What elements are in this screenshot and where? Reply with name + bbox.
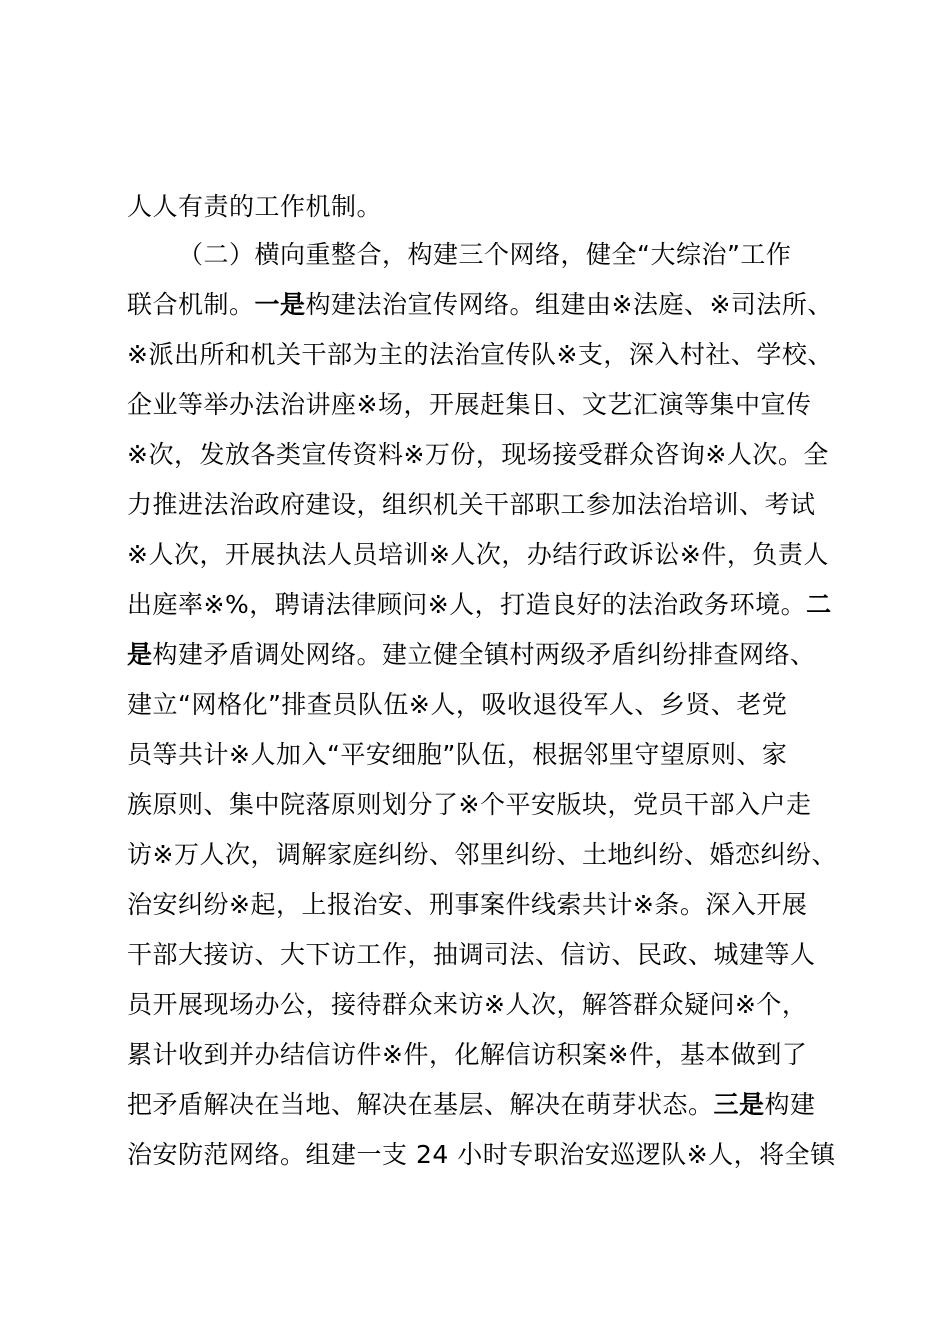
text-segment: 族原则、集中院落原则划分了※个平安版块，党员干部入户走 (127, 790, 812, 819)
text-segment: 治安防范网络。组建一支 24 小时专职治安巡逻队※人，将全镇 (127, 1140, 836, 1169)
text-segment: 出庭率※%，聘请法律顾问※人，打造良好的法治政务环境。 (127, 590, 807, 619)
paragraph-line (127, 1130, 836, 1180)
text-segment: 访※万人次，调解家庭纠纷、邻里纠纷、土地纠纷、婚恋纠纷、 (127, 840, 837, 869)
text-segment: 构建法治宣传网络。组建由※法庭、※司法所、 (305, 290, 833, 319)
text-segment: 员开展现场办公，接待群众来访※人次，解答群众疑问※个， (127, 990, 808, 1019)
text-segment: ※派出所和机关干部为主的法治宣传队※支，深入村社、学校、 (127, 340, 833, 369)
text-segment: 构建矛盾调处网络。建立健全镇村两级矛盾纠纷排查网络、 (152, 640, 816, 669)
paragraph-line (127, 930, 816, 980)
bold-text-segment: 三是 (713, 1090, 765, 1119)
paragraph-line (127, 530, 829, 580)
text-segment: 员等共计※人加入“平安细胞”队伍，根据邻里守望原则、家 (127, 740, 788, 769)
bold-text-segment: 是 (127, 640, 153, 669)
paragraph-line (127, 580, 832, 630)
text-segment: 力推进法治政府建设，组织机关干部职工参加法治培训、考试 (127, 490, 816, 519)
paragraph-line (127, 280, 833, 330)
text-segment: ※人次，开展执法人员培训※人次，办结行政诉讼※件，负责人 (127, 540, 829, 569)
section-heading-line (178, 230, 791, 280)
paragraph-line (127, 1030, 807, 1080)
text-segment: 干部大接访、大下访工作，抽调司法、信访、民政、城建等人 (127, 940, 816, 969)
paragraph-line (127, 980, 807, 1030)
text-segment: 把矛盾解决在当地、解决在基层、解决在萌芽状态。 (127, 1090, 714, 1119)
text-segment: ※次，发放各类宣传资料※万份，现场接受群众咨询※人次。全 (127, 440, 829, 469)
text-segment: 治安纠纷※起，上报治安、刑事案件线索共计※条。深入开展 (127, 890, 808, 919)
paragraph-line (127, 680, 787, 730)
text-segment: 联合机制。 (127, 290, 255, 319)
paragraph-line (127, 430, 829, 480)
paragraph-line (127, 780, 811, 830)
text-segment: 累计收到并办结信访件※件，化解信访积案※件，基本做到了 (127, 1040, 808, 1069)
paragraph-line (127, 380, 811, 430)
text-segment: 人人有责的工作机制。 (127, 192, 383, 221)
bold-text-segment: 一是 (254, 290, 306, 319)
text-segment: （二）横向重整合，构建三个网络，健全“大综治”工作 (178, 240, 792, 269)
text-segment: 构建 (764, 1090, 816, 1119)
paragraph-line (127, 830, 837, 880)
text-segment: 企业等举办法治讲座※场，开展赶集日、文艺汇演等集中宣传 (127, 390, 812, 419)
paragraph-line (127, 630, 816, 680)
paragraph-line (127, 880, 807, 930)
bold-text-segment: 二 (806, 590, 832, 619)
text-segment: 建立“网格化”排查员队伍※人，吸收退役军人、乡贤、老党 (127, 690, 788, 719)
paragraph-line (127, 330, 833, 380)
paragraph-line (127, 182, 382, 232)
paragraph-line (127, 480, 816, 530)
paragraph-line (127, 730, 787, 780)
paragraph-line (127, 1080, 816, 1130)
